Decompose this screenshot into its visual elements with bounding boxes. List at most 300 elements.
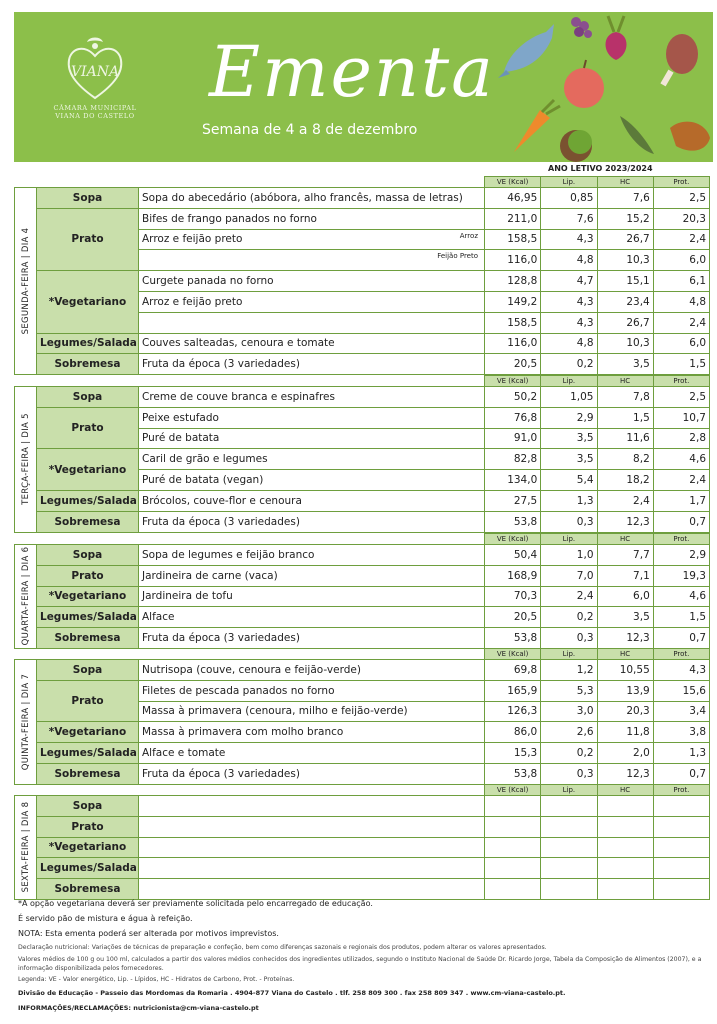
table-row: [15, 586, 710, 607]
nutrient-hc: 13,9: [597, 680, 653, 701]
dish-name: Couves salteadas, cenoura e tomate: [142, 337, 335, 350]
table-row: [15, 565, 710, 586]
category-label: *Vegetariano: [37, 271, 139, 333]
dish-name: Alface: [142, 611, 175, 624]
table-row: [15, 387, 710, 408]
category-label: Sopa: [37, 796, 139, 817]
table-row: [15, 763, 710, 784]
column-header: Prot.: [653, 534, 709, 545]
table-row: [15, 188, 710, 209]
viana-heart-icon: [65, 34, 125, 104]
nutrient-lip: 4,3: [541, 291, 597, 312]
nutrient-lip: 4,8: [541, 250, 597, 271]
day-table: [14, 784, 710, 900]
page-title: Ementa: [209, 31, 495, 113]
note-contacts: Divisão de Educação - Passeio das Mordomas da Romaria . 4904-877 Viana do Castelo . tlf. 258 809 300 . fax 258 809 347 . www.cm-viana-castelo.pt.: [18, 988, 566, 997]
nutrient-ve: 70,3: [485, 586, 541, 607]
category-label: *Vegetariano: [37, 586, 139, 607]
day-label: TERÇA-FEIRA | DIA 5: [20, 413, 31, 506]
category-label: Sobremesa: [37, 354, 139, 375]
nutrient-lip: 1,3: [541, 490, 597, 511]
nutrient-lip: 4,8: [541, 333, 597, 354]
dish-cell: [139, 229, 485, 250]
day-table: [14, 176, 710, 375]
day-table: [14, 648, 710, 785]
column-header-row: [15, 785, 710, 796]
column-header: HC: [597, 649, 653, 660]
nutrient-hc: [597, 879, 653, 900]
header-banner: [14, 12, 713, 162]
column-header: Prot.: [653, 376, 709, 387]
category-label: Sobremesa: [37, 763, 139, 784]
column-header: VE (Kcal): [485, 177, 541, 188]
category-label: Legumes/Salada: [37, 743, 139, 764]
dish-name: Jardineira de carne (vaca): [142, 569, 278, 582]
note-bread: É servido pão de mistura e água à refeição.: [18, 914, 193, 923]
nutrient-ve: 53,8: [485, 763, 541, 784]
beet-icon: [606, 16, 627, 60]
nutrient-hc: [597, 858, 653, 879]
category-label: Prato: [37, 565, 139, 586]
dish-cell: [139, 271, 485, 292]
nutrient-prot: 2,4: [653, 312, 709, 333]
dish-name: Caril de grão e legumes: [142, 453, 268, 466]
dish-cell: [139, 470, 485, 491]
nutrient-lip: [541, 858, 597, 879]
column-header: Lip.: [541, 649, 597, 660]
dish-cell: [139, 250, 485, 271]
nutrient-lip: 3,0: [541, 701, 597, 722]
nutrient-prot: 2,4: [653, 229, 709, 250]
category-label: *Vegetariano: [37, 722, 139, 743]
dish-name: Jardineira de tofu: [142, 590, 233, 603]
nutrient-lip: 7,0: [541, 565, 597, 586]
table-row: [15, 607, 710, 628]
dish-name: Arroz e feijão preto: [142, 295, 243, 308]
nutrient-ve: [485, 816, 541, 837]
nutrient-ve: 53,8: [485, 511, 541, 532]
nutrient-ve: 158,5: [485, 229, 541, 250]
category-label: Sopa: [37, 545, 139, 566]
nutrient-hc: 7,7: [597, 545, 653, 566]
day-label: SEGUNDA-FEIRA | DIA 4: [20, 227, 31, 335]
nutrient-lip: [541, 796, 597, 817]
nutrient-hc: 3,5: [597, 354, 653, 375]
category-label: Prato: [37, 680, 139, 722]
category-label: Legumes/Salada: [37, 607, 139, 628]
column-header: Prot.: [653, 177, 709, 188]
dish-cell: [139, 837, 485, 858]
table-row: [15, 208, 710, 229]
table-row: [15, 879, 710, 900]
column-header: HC: [597, 785, 653, 796]
nutrient-prot: 4,6: [653, 449, 709, 470]
nutrient-ve: 76,8: [485, 407, 541, 428]
table-row: [15, 271, 710, 292]
table-row: [15, 660, 710, 681]
day-table: [14, 375, 710, 533]
day-label-cell: [15, 660, 37, 785]
nutrient-hc: [597, 816, 653, 837]
logo-line-1: CÂMARA MUNICIPAL: [53, 104, 137, 112]
nutrient-hc: [597, 796, 653, 817]
dish-cell: [139, 701, 485, 722]
nutrient-lip: 7,6: [541, 208, 597, 229]
table-row: [15, 858, 710, 879]
nutrient-hc: 12,3: [597, 628, 653, 649]
dish-cell: [139, 586, 485, 607]
nutrient-ve: 82,8: [485, 449, 541, 470]
nutrient-ve: 116,0: [485, 333, 541, 354]
column-header-row: [15, 177, 710, 188]
nutrient-prot: 4,3: [653, 660, 709, 681]
dish-cell: [139, 743, 485, 764]
table-row: [15, 628, 710, 649]
nutrient-prot: 1,3: [653, 743, 709, 764]
dish-cell: [139, 312, 485, 333]
dish-cell: [139, 490, 485, 511]
dish-name: Arroz e feijão preto: [142, 233, 243, 246]
category-label: Sobremesa: [37, 511, 139, 532]
table-row: [15, 545, 710, 566]
nutrient-prot: 2,8: [653, 428, 709, 449]
nutrient-ve: 134,0: [485, 470, 541, 491]
nutrient-hc: 23,4: [597, 291, 653, 312]
column-header-row: [15, 376, 710, 387]
table-row: [15, 333, 710, 354]
nutrient-hc: 12,3: [597, 511, 653, 532]
nutrient-ve: 158,5: [485, 312, 541, 333]
nutrient-hc: 2,4: [597, 490, 653, 511]
nutrient-lip: 0,3: [541, 511, 597, 532]
nutrient-hc: 8,2: [597, 449, 653, 470]
nutrient-prot: [653, 879, 709, 900]
nutrient-prot: [653, 858, 709, 879]
nutrient-prot: 0,7: [653, 763, 709, 784]
nutrient-lip: 2,4: [541, 586, 597, 607]
nutrient-hc: 11,8: [597, 722, 653, 743]
dish-name: Fruta da época (3 variedades): [142, 767, 300, 780]
dish-cell: [139, 428, 485, 449]
dish-cell: [139, 565, 485, 586]
kiwi-icon: [560, 130, 592, 162]
nutrient-prot: 6,0: [653, 333, 709, 354]
dish-name: Brócolos, couve-flor e cenoura: [142, 494, 302, 507]
day-label: QUARTA-FEIRA | DIA 6: [20, 547, 31, 646]
nutrient-prot: 20,3: [653, 208, 709, 229]
nutrient-ve: 46,95: [485, 188, 541, 209]
table-row: [15, 722, 710, 743]
column-header: Lip.: [541, 177, 597, 188]
nutrient-hc: 15,2: [597, 208, 653, 229]
nutrient-hc: 18,2: [597, 470, 653, 491]
nutrient-prot: 1,7: [653, 490, 709, 511]
table-row: [15, 680, 710, 701]
nutrient-prot: 6,1: [653, 271, 709, 292]
dish-name: Fruta da época (3 variedades): [142, 515, 300, 528]
nutrient-ve: 165,9: [485, 680, 541, 701]
column-header: VE (Kcal): [485, 649, 541, 660]
dish-cell: [139, 680, 485, 701]
nutrient-hc: 26,7: [597, 312, 653, 333]
nutrient-lip: [541, 837, 597, 858]
nutrient-lip: 5,4: [541, 470, 597, 491]
dish-name: Sopa do abecedário (abóbora, alho francês, massa de letras): [142, 191, 463, 204]
dish-name: Massa à primavera com molho branco: [142, 726, 344, 739]
nutrient-ve: [485, 858, 541, 879]
nutrient-lip: 4,3: [541, 229, 597, 250]
nutrient-ve: 50,4: [485, 545, 541, 566]
dish-name: Bifes de frango panados no forno: [142, 212, 317, 225]
nutrient-ve: 20,5: [485, 607, 541, 628]
nutrient-lip: 4,7: [541, 271, 597, 292]
nutrient-ve: 86,0: [485, 722, 541, 743]
table-row: [15, 354, 710, 375]
column-header: Prot.: [653, 649, 709, 660]
nutrient-prot: 3,4: [653, 701, 709, 722]
column-header-row: [15, 534, 710, 545]
dish-cell: [139, 449, 485, 470]
day-label-cell: [15, 796, 37, 900]
nutrient-prot: 2,5: [653, 387, 709, 408]
dish-cell: [139, 607, 485, 628]
nutrient-ve: 15,3: [485, 743, 541, 764]
nutrient-ve: [485, 837, 541, 858]
dish-cell: [139, 763, 485, 784]
column-header: VE (Kcal): [485, 534, 541, 545]
nutrient-lip: 5,3: [541, 680, 597, 701]
nutrient-ve: 116,0: [485, 250, 541, 271]
nutrient-lip: 2,9: [541, 407, 597, 428]
nutrient-hc: 7,6: [597, 188, 653, 209]
nutrient-lip: 1,0: [541, 545, 597, 566]
peapod-icon: [620, 116, 654, 154]
nutrient-ve: 20,5: [485, 354, 541, 375]
dish-cell: [139, 879, 485, 900]
category-label: Legumes/Salada: [37, 858, 139, 879]
column-header: VE (Kcal): [485, 376, 541, 387]
nutrient-prot: 15,6: [653, 680, 709, 701]
table-row: [15, 490, 710, 511]
nutrient-prot: 2,5: [653, 188, 709, 209]
nutrient-hc: 2,0: [597, 743, 653, 764]
nutrient-hc: 10,3: [597, 333, 653, 354]
dish-component-tag: Arroz: [459, 231, 478, 240]
nutrient-prot: 0,7: [653, 628, 709, 649]
nutrient-prot: 2,9: [653, 545, 709, 566]
dish-name: Sopa de legumes e feijão branco: [142, 548, 315, 561]
dish-name: Curgete panada no forno: [142, 275, 274, 288]
nutrient-hc: 10,55: [597, 660, 653, 681]
nutrient-hc: 11,6: [597, 428, 653, 449]
column-header: VE (Kcal): [485, 785, 541, 796]
column-header: Prot.: [653, 785, 709, 796]
note-complaints: INFORMAÇÕES/RECLAMAÇÕES: nutricionista@cm-viana-castelo.pt: [18, 1003, 259, 1012]
dish-name: Peixe estufado: [142, 411, 219, 424]
dish-cell: [139, 291, 485, 312]
nutrient-prot: 4,6: [653, 586, 709, 607]
dish-name: Nutrisopa (couve, cenoura e feijão-verde): [142, 663, 361, 676]
column-header: HC: [597, 534, 653, 545]
nutrient-hc: [597, 837, 653, 858]
food-illustrations: [484, 12, 713, 162]
nutrient-ve: [485, 796, 541, 817]
nutrient-prot: 0,7: [653, 511, 709, 532]
nutrient-ve: 211,0: [485, 208, 541, 229]
day-label-cell: [15, 545, 37, 649]
column-header: Lip.: [541, 376, 597, 387]
sweet-potato-icon: [670, 122, 710, 151]
day-label-cell: [15, 387, 37, 533]
nutrient-prot: [653, 837, 709, 858]
dish-name: Fruta da época (3 variedades): [142, 632, 300, 645]
dish-name: Alface e tomate: [142, 747, 226, 760]
nutrient-lip: 3,5: [541, 428, 597, 449]
dish-cell: [139, 796, 485, 817]
dish-cell: [139, 208, 485, 229]
nutrient-lip: [541, 879, 597, 900]
municipality-logo: [50, 34, 140, 120]
nutrient-hc: 6,0: [597, 586, 653, 607]
nutrient-ve: 168,9: [485, 565, 541, 586]
fish-icon: [498, 24, 554, 78]
nutrient-prot: 6,0: [653, 250, 709, 271]
week-subtitle: Semana de 4 a 8 de dezembro: [202, 122, 418, 138]
nutrient-lip: 0,3: [541, 763, 597, 784]
dish-name: Puré de batata (vegan): [142, 474, 264, 487]
nutrient-lip: 1,05: [541, 387, 597, 408]
dish-cell: [139, 511, 485, 532]
dish-name: Massa à primavera (cenoura, milho e feijão-verde): [142, 705, 408, 718]
dish-cell: [139, 387, 485, 408]
svg-text:VIANA: VIANA: [70, 64, 120, 80]
logo-line-2: VIANA DO CASTELO: [55, 112, 135, 120]
nutrient-hc: 7,1: [597, 565, 653, 586]
nutrient-prot: 2,4: [653, 470, 709, 491]
dish-cell: [139, 660, 485, 681]
nutrient-prot: 19,3: [653, 565, 709, 586]
note-vegetarian: *A opção vegetariana deverá ser previamente solicitada pelo encarregado de educação.: [18, 899, 373, 908]
category-label: Prato: [37, 407, 139, 449]
category-label: Sobremesa: [37, 628, 139, 649]
table-row: [15, 511, 710, 532]
nutrient-ve: 53,8: [485, 628, 541, 649]
table-row: [15, 796, 710, 817]
nutrient-ve: 91,0: [485, 428, 541, 449]
nutrient-lip: 0,2: [541, 607, 597, 628]
category-label: Legumes/Salada: [37, 333, 139, 354]
category-label: *Vegetariano: [37, 837, 139, 858]
nutrient-ve: [485, 879, 541, 900]
note-nutrition-declaration: Declaração nutricional: Variações de técnicas de preparação e confeção, bem como diferenças sazonais e regionais dos produtos, podem alterar os valores apresentados.: [18, 944, 547, 951]
dish-component-tag: Feijão Preto: [437, 252, 478, 261]
nutrient-prot: 1,5: [653, 607, 709, 628]
dish-cell: [139, 858, 485, 879]
dish-name: Fruta da época (3 variedades): [142, 358, 300, 371]
nutrient-ve: 69,8: [485, 660, 541, 681]
dish-cell: [139, 354, 485, 375]
dish-cell: [139, 628, 485, 649]
table-row: [15, 407, 710, 428]
nutrient-lip: 0,3: [541, 628, 597, 649]
dish-cell: [139, 333, 485, 354]
column-header: HC: [597, 376, 653, 387]
dish-cell: [139, 407, 485, 428]
column-header: HC: [597, 177, 653, 188]
school-year: ANO LETIVO 2023/2024: [548, 164, 653, 173]
note-changes: NOTA: Esta ementa poderá ser alterada por motivos imprevistos.: [18, 929, 279, 938]
apple-icon: [564, 60, 604, 108]
nutrient-prot: 1,5: [653, 354, 709, 375]
nutrient-hc: 7,8: [597, 387, 653, 408]
nutrient-lip: 1,2: [541, 660, 597, 681]
category-label: Sopa: [37, 387, 139, 408]
nutrient-lip: 2,6: [541, 722, 597, 743]
column-header: Lip.: [541, 534, 597, 545]
nutrient-prot: 3,8: [653, 722, 709, 743]
nutrient-hc: 10,3: [597, 250, 653, 271]
nutrient-hc: 26,7: [597, 229, 653, 250]
category-label: *Vegetariano: [37, 449, 139, 491]
nutrient-lip: [541, 816, 597, 837]
dish-name: Filetes de pescada panados no forno: [142, 684, 335, 697]
nutrient-lip: 3,5: [541, 449, 597, 470]
day-table: [14, 533, 710, 649]
column-header: Lip.: [541, 785, 597, 796]
dish-name: Puré de batata: [142, 432, 220, 445]
nutrient-lip: 0,2: [541, 354, 597, 375]
nutrient-prot: [653, 816, 709, 837]
chicken-leg-icon: [660, 34, 698, 86]
category-label: Legumes/Salada: [37, 490, 139, 511]
nutrient-prot: 10,7: [653, 407, 709, 428]
category-label: Prato: [37, 208, 139, 270]
nutrient-hc: 3,5: [597, 607, 653, 628]
nutrient-prot: 4,8: [653, 291, 709, 312]
nutrient-hc: 12,3: [597, 763, 653, 784]
dish-name: Creme de couve branca e espinafres: [142, 390, 335, 403]
nutrient-lip: 0,85: [541, 188, 597, 209]
nutrient-hc: 1,5: [597, 407, 653, 428]
dish-cell: [139, 545, 485, 566]
nutrient-ve: 128,8: [485, 271, 541, 292]
nutrient-ve: 50,2: [485, 387, 541, 408]
nutrient-ve: 27,5: [485, 490, 541, 511]
day-label: SEXTA-FEIRA | DIA 8: [20, 802, 31, 893]
dish-cell: [139, 816, 485, 837]
nutrient-ve: 126,3: [485, 701, 541, 722]
nutrient-ve: 149,2: [485, 291, 541, 312]
category-label: Sopa: [37, 188, 139, 209]
table-row: [15, 743, 710, 764]
day-label: QUINTA-FEIRA | DIA 7: [20, 673, 31, 771]
nutrient-lip: 0,2: [541, 743, 597, 764]
carrot-icon: [514, 100, 560, 152]
footer-notes: [18, 898, 708, 1017]
category-label: Sopa: [37, 660, 139, 681]
dish-cell: [139, 722, 485, 743]
grapes-icon: [571, 17, 592, 38]
table-row: [15, 449, 710, 470]
day-label-cell: [15, 188, 37, 375]
category-label: Sobremesa: [37, 879, 139, 900]
note-legend: Legenda: VE - Valor energético, Lip. - Lípidos, HC - Hidratos de Carbono, Prot. - Proteínas.: [18, 976, 295, 983]
dish-cell: [139, 188, 485, 209]
nutrient-hc: 20,3: [597, 701, 653, 722]
nutrient-prot: [653, 796, 709, 817]
category-label: Prato: [37, 816, 139, 837]
table-row: [15, 816, 710, 837]
